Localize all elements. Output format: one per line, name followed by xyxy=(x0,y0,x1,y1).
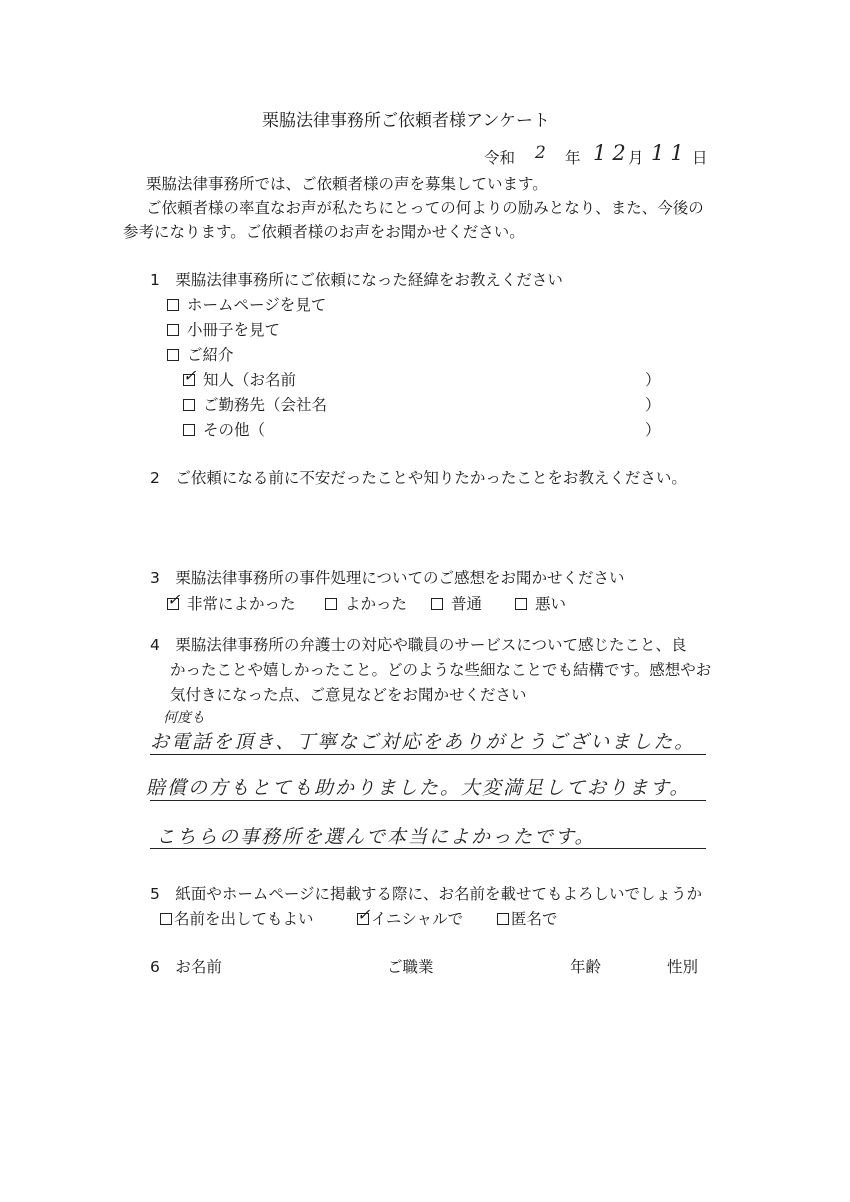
q4-question-line-1: 4 栗脇法律事務所の弁護士の対応や職員のサービスについて感じたこと、良 xyxy=(150,636,687,654)
intro-line-3: 参考になります。ご依頼者様のお声をお聞かせください。 xyxy=(123,223,525,241)
date-month-value: 12 xyxy=(593,141,632,165)
checkbox-checked[interactable] xyxy=(357,905,371,925)
checkbox[interactable] xyxy=(183,424,195,436)
checkbox-checked[interactable] xyxy=(167,590,181,610)
checkbox[interactable] xyxy=(167,324,179,336)
q3-option-good[interactable]: よかった xyxy=(325,592,407,614)
q4-answer-line-3: こちらの事務所を選んで本当によかったです。 xyxy=(156,826,596,848)
q4-answer-line-1: お電話を頂き、丁寧なご対応をありがとうございました。 xyxy=(150,731,696,753)
answer-rule-3 xyxy=(150,848,706,849)
q3-option-average[interactable]: 普通 xyxy=(431,592,482,614)
q5-option-anonymous[interactable]: 匿名で xyxy=(497,907,558,929)
check-mark-icon: ✓ xyxy=(167,590,181,609)
q2-question: 2 ご依頼になる前に不安だったことや知りたかったことをお教えください。 xyxy=(150,469,687,487)
answer-rule-1 xyxy=(150,754,706,755)
q1-sub-option-other[interactable]: その他（ xyxy=(183,418,265,440)
q1-option-homepage[interactable]: ホームページを見て xyxy=(167,293,326,315)
date-year-label: 年 xyxy=(565,149,581,167)
q1-sub-option-workplace[interactable]: ご勤務先（会社名 xyxy=(183,393,327,415)
q1-sub-option-acquaintance-close: ） xyxy=(645,371,661,389)
checkbox[interactable] xyxy=(497,913,509,925)
checkbox-checked[interactable] xyxy=(183,366,197,386)
checkbox[interactable] xyxy=(431,598,443,610)
q6-occupation-label: ご職業 xyxy=(387,958,434,976)
q5-question: 5 紙面やホームページに掲載する際に、お名前を載せてもよろしいでしょうか xyxy=(150,885,703,903)
checkbox[interactable] xyxy=(515,598,527,610)
q5-option-initials[interactable]: ✓ イニシャルで xyxy=(357,905,464,928)
q4-question-line-2: かったことや嬉しかったこと。どのような些細なことでも結構です。感想やお xyxy=(170,661,712,679)
form-title: 栗脇法律事務所ご依頼者様アンケート xyxy=(262,111,550,131)
q1-question: 1 栗脇法律事務所にご依頼になった経緯をお教えください xyxy=(150,271,563,289)
q4-answer-line-2: 賠償の方もとても助かりました。大変満足しております。 xyxy=(146,777,691,799)
date-day-label: 日 xyxy=(692,149,708,167)
q3-option-very-good[interactable]: ✓ 非常によかった xyxy=(167,590,296,613)
check-mark-icon: ✓ xyxy=(357,905,371,924)
checkbox[interactable] xyxy=(160,913,172,925)
q1-sub-option-other-close: ） xyxy=(645,421,661,439)
intro-line-2: ご依頼者様の率直なお声が私たちにとっての何よりの励みとなり、また、今後の xyxy=(146,199,704,217)
checkbox[interactable] xyxy=(167,349,179,361)
q4-answer-note: 何度も xyxy=(163,710,205,726)
q4-question-line-3: 気付きになった点、ご意見などをお聞かせください xyxy=(170,686,527,704)
date-day-value: 11 xyxy=(651,141,690,165)
intro-line-1: 栗脇法律事務所では、ご依頼者様の声を募集しています。 xyxy=(146,175,548,193)
date-month-label: 月 xyxy=(628,149,644,167)
q1-option-booklet[interactable]: 小冊子を見て xyxy=(167,318,280,340)
q3-option-bad[interactable]: 悪い xyxy=(515,592,566,614)
q6-name-label: 6 お名前 xyxy=(150,958,222,976)
q1-option-referral[interactable]: ご紹介 xyxy=(167,343,234,365)
q1-sub-option-acquaintance[interactable]: ✓ 知人（お名前 xyxy=(183,366,297,389)
q6-age-label: 年齢 xyxy=(570,958,602,976)
checkbox[interactable] xyxy=(325,598,337,610)
checkbox[interactable] xyxy=(183,399,195,411)
answer-rule-2 xyxy=(150,800,706,801)
q6-gender-label: 性別 xyxy=(667,958,699,976)
q5-option-full-name[interactable]: 名前を出してもよい xyxy=(160,907,314,929)
date-year-value: 2 xyxy=(535,143,546,163)
check-mark-icon: ✓ xyxy=(183,366,197,385)
q3-question: 3 栗脇法律事務所の事件処理についてのご感想をお聞かせください xyxy=(150,569,625,587)
q1-sub-option-workplace-close: ） xyxy=(645,396,661,414)
date-era: 令和 xyxy=(484,149,516,167)
checkbox[interactable] xyxy=(167,299,179,311)
